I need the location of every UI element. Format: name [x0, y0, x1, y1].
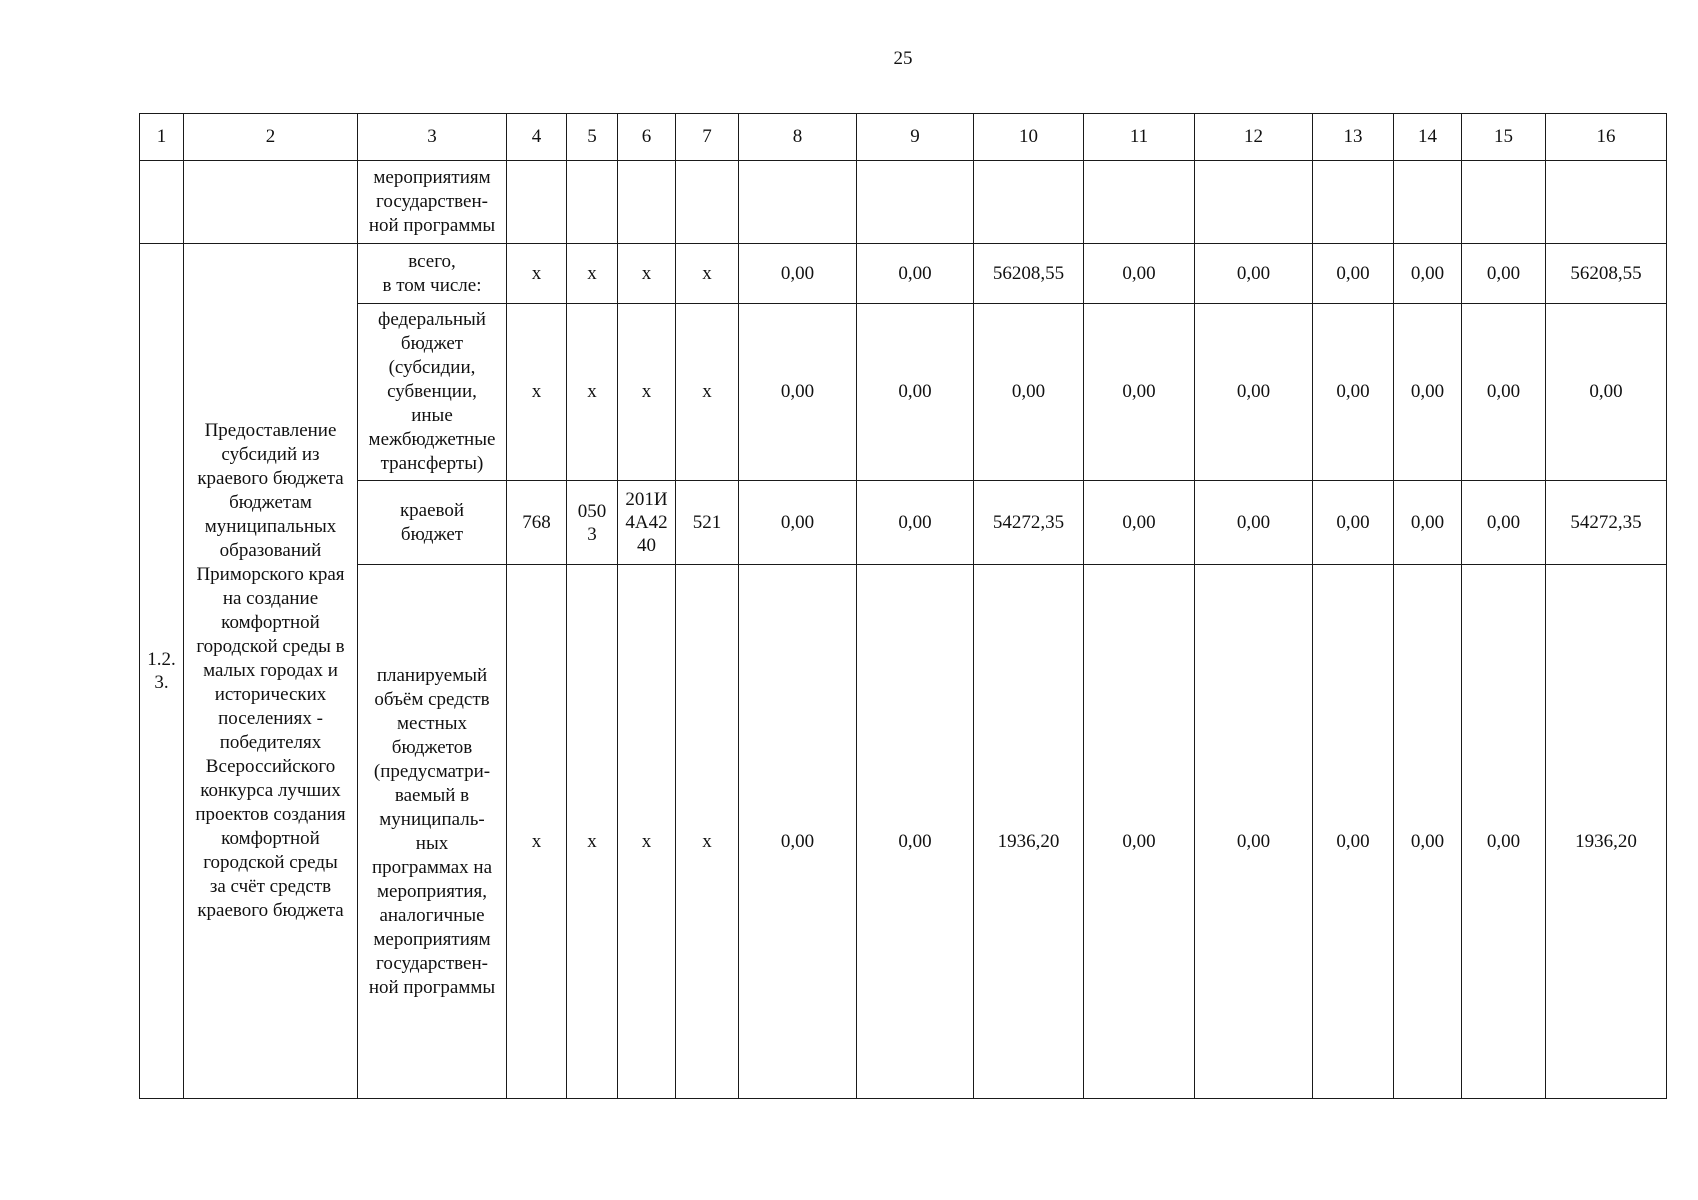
table-row	[140, 565, 1667, 1099]
value-cell: 0,00	[857, 304, 974, 481]
value-cell: 0,00	[1195, 481, 1313, 565]
table-cell: 521	[676, 481, 739, 565]
value-cell: 0,00	[1313, 244, 1394, 304]
empty-cell	[1313, 161, 1394, 244]
value-cell: 0,00	[1195, 244, 1313, 304]
value-cell: 0,00	[1084, 244, 1195, 304]
column-header: 15	[1462, 114, 1546, 161]
value-cell: 54272,35	[974, 481, 1084, 565]
value-cell: 0,00	[857, 481, 974, 565]
empty-cell	[507, 161, 567, 244]
table-row	[140, 481, 1667, 565]
value-cell: 0,00	[1546, 304, 1667, 481]
value-cell: 0,00	[739, 565, 857, 1099]
empty-cell	[1195, 161, 1313, 244]
table-cell: x	[507, 565, 567, 1099]
column-header: 4	[507, 114, 567, 161]
value-cell: 0,00	[1313, 304, 1394, 481]
empty-cell	[567, 161, 618, 244]
column-header: 14	[1394, 114, 1462, 161]
empty-cell	[1394, 161, 1462, 244]
empty-cell	[1546, 161, 1667, 244]
table-cell: x	[507, 244, 567, 304]
empty-cell	[140, 161, 184, 244]
value-cell: 0,00	[739, 244, 857, 304]
value-cell: 0,00	[857, 565, 974, 1099]
value-cell: 0,00	[1462, 565, 1546, 1099]
value-cell: 0,00	[1313, 481, 1394, 565]
empty-cell	[739, 161, 857, 244]
table-cell: x	[618, 565, 676, 1099]
column-header: 9	[857, 114, 974, 161]
value-cell: 0,00	[1394, 244, 1462, 304]
value-cell: 56208,55	[974, 244, 1084, 304]
table-cell: x	[567, 565, 618, 1099]
table-cell: x	[618, 304, 676, 481]
value-cell: 54272,35	[1546, 481, 1667, 565]
value-cell: 0,00	[1195, 565, 1313, 1099]
budget-table	[139, 113, 1667, 1099]
item-name: Предоставление субсидий из краевого бюджета бюджетам муниципальных образований Приморского края на создание комфортной городской среды в малых городах и исторических поселениях - победителях Всероссийского конкурса лучших проектов создания комфортной городской среды за счёт средств краевого бюджета	[184, 244, 358, 1099]
value-cell: 0,00	[1084, 481, 1195, 565]
value-cell: 0,00	[1313, 565, 1394, 1099]
column-header: 11	[1084, 114, 1195, 161]
value-cell: 0,00	[1084, 565, 1195, 1099]
value-cell: 1936,20	[1546, 565, 1667, 1099]
table-row	[140, 304, 1667, 481]
table-row	[140, 244, 1667, 304]
value-cell: 1936,20	[974, 565, 1084, 1099]
column-header: 8	[739, 114, 857, 161]
page-number: 25	[893, 48, 913, 69]
source-description: всего, в том числе:	[358, 244, 507, 304]
empty-cell	[1462, 161, 1546, 244]
column-header: 5	[567, 114, 618, 161]
value-cell: 0,00	[739, 481, 857, 565]
source-description: мероприятиям государствен- ной программы	[358, 161, 507, 244]
empty-cell	[857, 161, 974, 244]
value-cell: 0,00	[857, 244, 974, 304]
column-header: 3	[358, 114, 507, 161]
value-cell: 0,00	[1084, 304, 1195, 481]
value-cell: 0,00	[974, 304, 1084, 481]
source-description: планируемый объём средств местных бюджетов (предусматри- ваемый в муниципаль- ных программах на мероприятия, аналогичные мероприятиям государствен- ной программы	[358, 565, 507, 1099]
value-cell: 0,00	[1462, 304, 1546, 481]
table-cell: x	[676, 244, 739, 304]
source-description: федеральный бюджет (субсидии, субвенции, иные межбюджетные трансферты)	[358, 304, 507, 481]
empty-cell	[676, 161, 739, 244]
value-cell: 0,00	[1195, 304, 1313, 481]
column-header: 13	[1313, 114, 1394, 161]
column-header: 12	[1195, 114, 1313, 161]
column-header: 2	[184, 114, 358, 161]
table-cell: 050 3	[567, 481, 618, 565]
empty-cell	[1084, 161, 1195, 244]
value-cell: 0,00	[1394, 304, 1462, 481]
empty-cell	[618, 161, 676, 244]
value-cell: 0,00	[1462, 481, 1546, 565]
column-header: 6	[618, 114, 676, 161]
column-header: 10	[974, 114, 1084, 161]
value-cell: 0,00	[1394, 565, 1462, 1099]
column-header: 1	[140, 114, 184, 161]
value-cell: 0,00	[739, 304, 857, 481]
value-cell: 0,00	[1462, 244, 1546, 304]
item-number: 1.2. 3.	[140, 244, 184, 1099]
table-cell: x	[618, 244, 676, 304]
table-cell: x	[567, 304, 618, 481]
value-cell: 56208,55	[1546, 244, 1667, 304]
table-cell: 768	[507, 481, 567, 565]
table-cell: 201И 4A42 40	[618, 481, 676, 565]
table-cell: x	[676, 304, 739, 481]
table-cell: x	[676, 565, 739, 1099]
source-description: краевой бюджет	[358, 481, 507, 565]
value-cell: 0,00	[1394, 481, 1462, 565]
continuation-row	[140, 161, 1667, 244]
table-cell: x	[567, 244, 618, 304]
table-cell: x	[507, 304, 567, 481]
column-number-row	[140, 114, 1667, 161]
empty-cell	[974, 161, 1084, 244]
column-header: 7	[676, 114, 739, 161]
empty-cell	[184, 161, 358, 244]
column-header: 16	[1546, 114, 1667, 161]
